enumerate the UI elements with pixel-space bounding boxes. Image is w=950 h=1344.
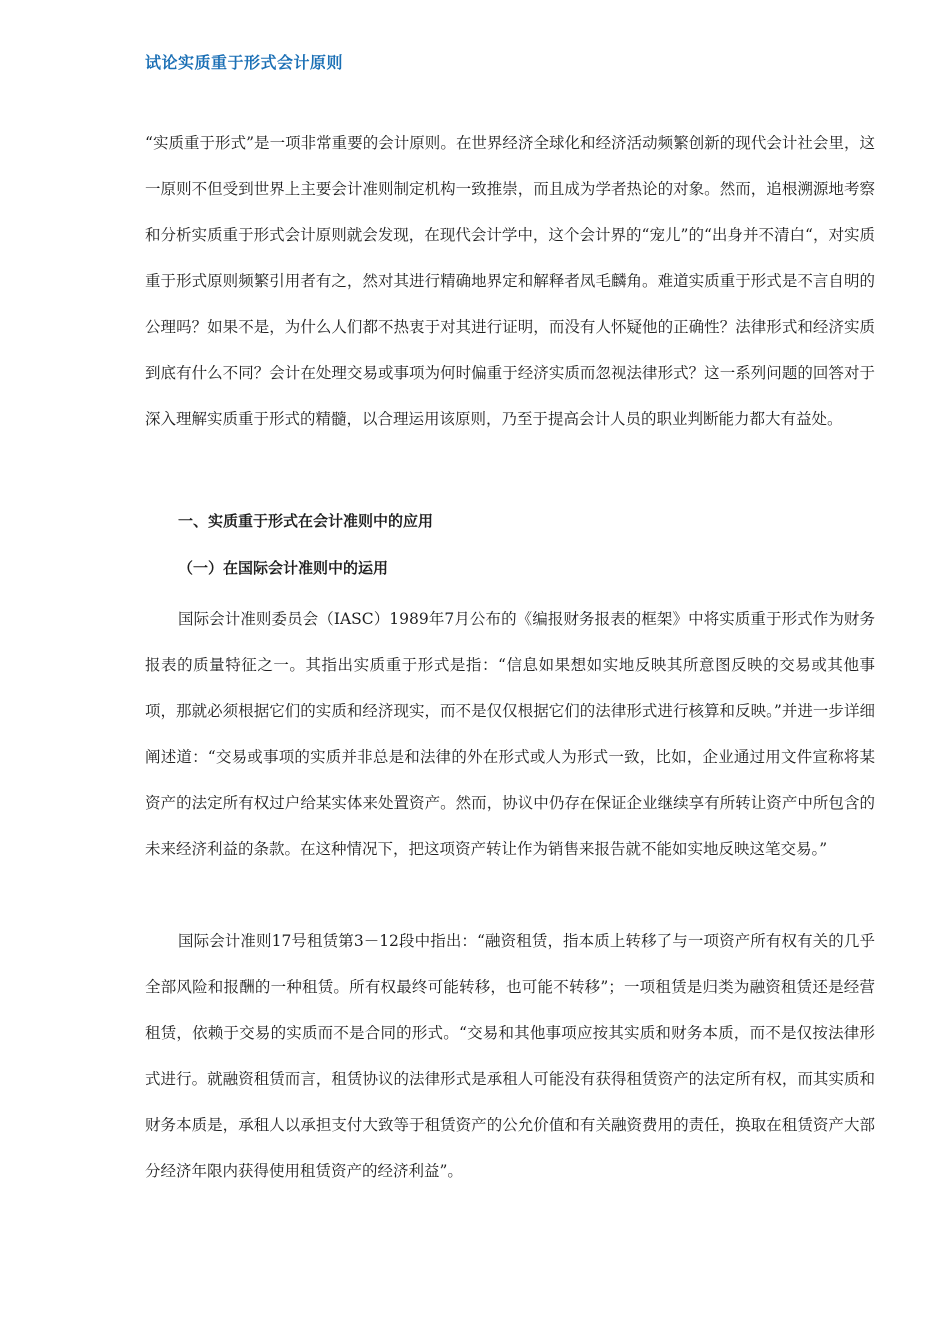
section-heading: 一、实质重于形式在会计准则中的应用 [178,512,434,530]
ias17-lease-paragraph: 国际会计准则17号租赁第3－12段中指出：“融资租赁，指本质上转移了与一项资产所有权有关的几乎全部风险和报酬的一种租赁。所有权最终可能转移，也可能不转移”；一项租赁是归类为融资租赁还是经营租赁，依赖于交易的实质而不是合同的形式。“交易和其他事项应按其实质和财务本质，而不是仅按法律形式进行。就融资租赁而言，租赁协议的法律形式是承租人可能没有获得租赁资产的法定所有权，而其实质和财务本质是，承租人以承担支付大致等于租赁资产的公允价值和有关融资费用的责任，换取在租赁资产大部分经济年限内获得使用租赁资产的经济利益”。 [145,932,875,1180]
subsection-heading: （一）在国际会计准则中的运用 [178,559,389,577]
intro-paragraph: “实质重于形式”是一项非常重要的会计原则。在世界经济全球化和经济活动频繁创新的现代会计社会里，这一原则不但受到世界上主要会计准则制定机构一致推崇，而且成为学者热论的对象。然而，追根溯源地考察和分析实质重于形式会计原则就会发现，在现代会计学中，这个会计界的“宠儿”的“出身并不清白“，对实质重于形式原则频繁引用者有之，然对其进行精确地界定和解释者凤毛麟角。难道实质重于形式是不言自明的公理吗？如果不是，为什么人们都不热衷于对其进行证明，而没有人怀疑他的正确性？法律形式和经济实质到底有什么不同？会计在处理交易或事项为何时偏重于经济实质而忽视法律形式？这一系列问题的回答对于深入理解实质重于形式的精髓，以合理运用该原则，乃至于提高会计人员的职业判断能力都大有益处。 [145,134,875,428]
iasc-framework-paragraph: 国际会计准则委员会（IASC）1989年7月公布的《编报财务报表的框架》中将实质重于形式作为财务报表的质量特征之一。其指出实质重于形式是指：“信息如果想如实地反映其所意图反映的交易或其他事项，那就必须根据它们的实质和经济现实，而不是仅仅根据它们的法律形式进行核算和反映。”并进一步详细阐述道：“交易或事项的实质并非总是和法律的外在形式或人为形式一致，比如，企业通过用文件宣称将某资产的法定所有权过户给某实体来处置资产。然而，协议中仍存在保证企业继续享有所转让资产中所包含的未来经济利益的条款。在这种情况下，把这项资产转让作为销售来报告就不能如实地反映这笔交易。” [145,610,875,858]
document-header-title: 试论实质重于形式会计原则 [145,53,344,72]
